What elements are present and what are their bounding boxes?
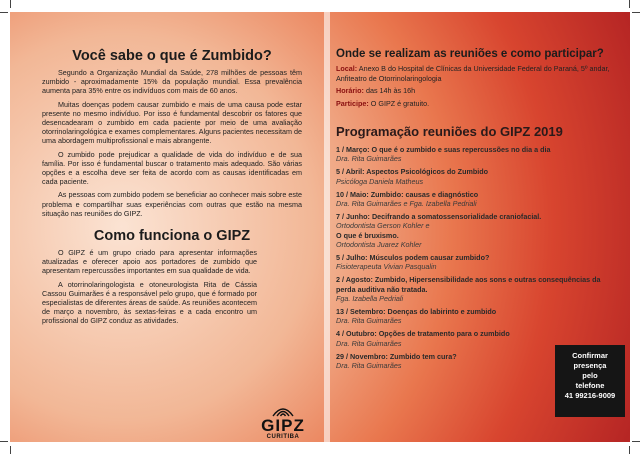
event-speaker: Psicóloga Daniela Matheus bbox=[336, 176, 424, 186]
event-speaker: Dra. Rita Guimarães bbox=[336, 316, 402, 326]
event-speaker: Ortodontista Juarez Kohler bbox=[336, 239, 422, 249]
event-speaker: Fga. Izabella Pedriali bbox=[336, 293, 404, 303]
crop-mark bbox=[0, 12, 8, 13]
program-title: Programação reuniões do GIPZ 2019 bbox=[336, 124, 563, 139]
crop-mark bbox=[632, 441, 640, 442]
event-title: 2 / Agosto: Zumbido, Hipersensibilidade aos sons e outras consequências da perda auditiva não tratada. bbox=[336, 275, 601, 294]
left-panel bbox=[42, 38, 302, 330]
info-value: O GIPZ é gratuito. bbox=[370, 98, 430, 108]
event-speaker: Dra. Rita Guimarães bbox=[336, 154, 402, 164]
paragraph: Segundo a Organização Mundial da Saúde, 278 milhões de pessoas têm zumbido - aproximadamente 15% da população mundial. Essa prevalência aumenta para 35% entre os indivíduos com mais de 60 anos. bbox=[42, 68, 302, 96]
event-item bbox=[336, 167, 624, 185]
fold-line bbox=[324, 12, 330, 442]
event-title: 13 / Setembro: Doenças do labirinto e zumbido bbox=[336, 307, 497, 317]
info-value: Anexo B do Hospital de Clínicas da Universidade Federal do Paraná, 5º andar, Anfiteatro de Otorrinolaringologia bbox=[336, 64, 610, 83]
confirm-line: pelo bbox=[582, 371, 598, 380]
paragraph: As pessoas com zumbido podem se beneficiar ao conhecer mais sobre este problema e compartilhar suas experiências com outras que estão na mesma situação nas reuniões do GIPZ. bbox=[42, 190, 302, 218]
event-item bbox=[336, 145, 624, 163]
event-title: 29 / Novembro: Zumbido tem cura? bbox=[336, 351, 457, 361]
event-item bbox=[336, 275, 606, 303]
event-title: 7 / Junho: Decifrando a somatossensorialidade craniofacial. bbox=[336, 212, 542, 222]
paragraph: Muitas doenças podem causar zumbido e mais de uma causa pode estar presente no mesmo indivíduo. Por isso é fundamental descobrir os fatores que desencadearam o zumbido em cada paciente por meio de uma avaliação otorrinolaringológica e exames complementares. Alguns pacientes necessitam de uma abordagem multiprofissional e mais abrangente. bbox=[42, 99, 302, 146]
event-title: 4 / Outubro: Opções de tratamento para o zumbido bbox=[336, 329, 510, 339]
crop-mark bbox=[629, 0, 630, 8]
event-item bbox=[336, 253, 624, 271]
info-local bbox=[336, 64, 624, 83]
event-item bbox=[336, 212, 624, 230]
event-speaker: Ortodontista Gerson Kohler e bbox=[336, 221, 430, 231]
flyer-sheet bbox=[10, 12, 630, 442]
confirm-box bbox=[555, 345, 625, 417]
info-label: Local: bbox=[336, 64, 358, 73]
event-title: O que é bruxismo. bbox=[336, 230, 399, 240]
confirm-line: telefone bbox=[575, 381, 605, 390]
event-speaker: Dra. Rita Guimarães bbox=[336, 361, 402, 371]
gipz-logo bbox=[258, 404, 308, 440]
event-item bbox=[336, 307, 624, 325]
title-what-is-tinnitus: Você sabe o que é Zumbido? bbox=[72, 48, 272, 64]
info-label: Participe: bbox=[336, 98, 369, 108]
info-participate bbox=[336, 99, 624, 109]
info-value: das 14h às 16h bbox=[365, 86, 416, 95]
confirm-line: Confirmar bbox=[572, 351, 608, 360]
confirm-line: presença bbox=[573, 361, 607, 370]
crop-mark bbox=[0, 441, 8, 442]
event-speaker: Fisioterapeuta Vivian Pasqualin bbox=[336, 262, 437, 272]
right-panel bbox=[336, 38, 624, 374]
info-hours bbox=[336, 86, 624, 96]
event-title: 1 / Março: O que é o zumbido e suas repercussões no dia a dia bbox=[336, 145, 551, 154]
crop-mark bbox=[629, 446, 630, 454]
event-title: 5 / Julho: Músculos podem causar zumbido? bbox=[336, 253, 490, 263]
logo-mark: GIPZ bbox=[261, 416, 305, 435]
event-item bbox=[336, 231, 624, 249]
event-title: 10 / Maio: Zumbido: causas e diagnóstico bbox=[336, 189, 479, 199]
crop-mark bbox=[10, 0, 11, 8]
event-title: 5 / Abril: Aspectos Psicológicos do Zumbido bbox=[336, 167, 489, 177]
crop-mark bbox=[10, 446, 11, 454]
event-speaker: Dra. Rita Guimarães bbox=[336, 338, 402, 348]
title-how-gipz-works: Como funciona o GIPZ bbox=[93, 228, 251, 245]
paragraph: O zumbido pode prejudicar a qualidade de vida do indivíduo e de sua família. Por isso é fundamental buscar o tratamento mais adequado. São várias opções e a escolha deve ser feita de acordo com as causas identificadas em cada paciente. bbox=[42, 149, 302, 187]
info-label: Horário: bbox=[336, 86, 364, 95]
paragraph: A otorrinolaringologista e otoneurologista Rita de Cássia Cassou Guimarães é a responsável pelo grupo, que é formado por especialistas de diferentes áreas de saúde. As reuniões acontecem de março a novembro, às sextas-feiras e a cada encontro um profissional do GIPZ conduz as atividades. bbox=[42, 279, 257, 326]
crop-mark bbox=[632, 12, 640, 13]
event-item bbox=[336, 190, 624, 208]
where-title: Onde se realizam as reuniões e como participar? bbox=[336, 48, 604, 60]
paragraph: O GIPZ é um grupo criado para apresentar informações atualizadas e oferecer apoio aos portadores de zumbido que apresentam repercussões importantes em sua qualidade de vida. bbox=[42, 248, 257, 276]
event-speaker: Dra. Rita Guimarães e Fga. Izabella Pedriali bbox=[336, 199, 477, 209]
confirm-phone: 41 99216-9009 bbox=[564, 391, 616, 400]
logo-subtitle: CURITIBA bbox=[266, 434, 300, 440]
